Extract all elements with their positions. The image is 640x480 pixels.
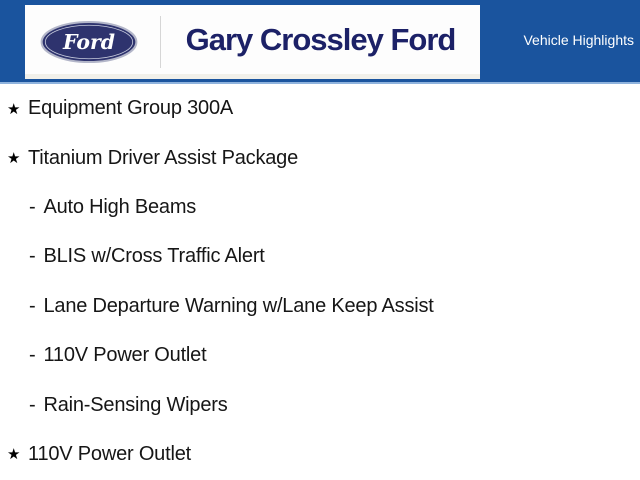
dealer-name: Gary Crossley Ford bbox=[185, 22, 456, 57]
feature-label: Equipment Group 300A bbox=[28, 97, 234, 120]
dash-bullet: - bbox=[29, 245, 36, 268]
dash-bullet: - bbox=[29, 294, 36, 317]
page-title: Vehicle Highlights bbox=[523, 32, 634, 48]
feature-item bbox=[0, 430, 640, 479]
star-bullet-icon: ★ bbox=[7, 100, 21, 118]
dealer-logo-panel bbox=[25, 5, 480, 79]
feature-label: Auto High Beams bbox=[43, 195, 197, 218]
feature-label: BLIS w/Cross Traffic Alert bbox=[43, 245, 265, 268]
feature-list bbox=[0, 84, 640, 479]
star-bullet-icon: ★ bbox=[7, 150, 21, 168]
feature-item bbox=[0, 84, 640, 133]
feature-label: 110V Power Outlet bbox=[28, 442, 191, 465]
feature-item bbox=[0, 133, 640, 182]
dash-bullet: - bbox=[29, 195, 36, 218]
feature-subitem bbox=[0, 380, 640, 429]
dash-bullet: - bbox=[29, 344, 36, 367]
star-bullet-icon: ★ bbox=[7, 446, 21, 464]
feature-subitem bbox=[0, 282, 640, 331]
ford-logo-icon bbox=[40, 20, 138, 64]
dash-bullet: - bbox=[29, 393, 36, 416]
ford-script-text: Ford bbox=[62, 29, 116, 54]
feature-subitem bbox=[0, 232, 640, 281]
feature-label: 110V Power Outlet bbox=[43, 344, 207, 367]
feature-label: Lane Departure Warning w/Lane Keep Assist bbox=[43, 294, 434, 317]
feature-subitem bbox=[0, 331, 640, 380]
feature-label: Titanium Driver Assist Package bbox=[28, 146, 299, 169]
feature-subitem bbox=[0, 183, 640, 232]
feature-label: Rain-Sensing Wipers bbox=[43, 393, 228, 416]
header-bar bbox=[0, 0, 640, 84]
